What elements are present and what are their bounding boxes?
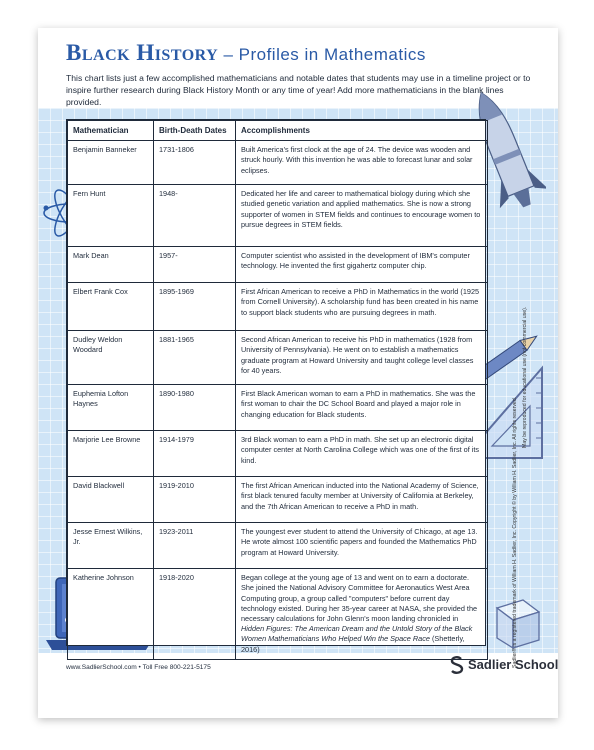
table-row xyxy=(68,569,488,660)
cell-accomplishments: Built America's first clock at the age of 24. The device was wooden and struck hourly. With this invention he was able to forecast lunar and solar eclipses. xyxy=(236,141,488,185)
column-header-mathematician: Mathematician xyxy=(68,121,154,141)
table-row xyxy=(68,247,488,283)
worksheet-page xyxy=(38,28,558,718)
cell-dates: 1914-1979 xyxy=(154,431,236,477)
cell-dates: 1919-2010 xyxy=(154,477,236,523)
table-row xyxy=(68,283,488,331)
book-title: Hidden Figures: The American Dream and the Untold Story of the Black Women Mathematicians Who Helped Win the Space Race xyxy=(241,624,473,644)
table-row xyxy=(68,385,488,431)
cell-dates: 1881-1965 xyxy=(154,331,236,385)
cell-accomplishments: Computer scientist who assisted in the development of IBM's computer technology. He invented the first gigahertz computer chip. xyxy=(236,247,488,283)
cell-accomplishments: 3rd Black woman to earn a PhD in math. She set up an electronic digital computer center at North Carolina College which was one of the first of its kind. xyxy=(236,431,488,477)
sadlier-logo-icon xyxy=(450,656,464,674)
cell-accomplishments: First African American to receive a PhD in Mathematics in the world (1925 from Cornell University). A scholarship fund has been created in his name to support black students who are pursuing degrees in math. xyxy=(236,283,488,331)
page-title xyxy=(66,40,426,66)
cell-dates: 1957- xyxy=(154,247,236,283)
cell-dates: 1890-1980 xyxy=(154,385,236,431)
cell-dates: 1918-2020 xyxy=(154,569,236,660)
cell-name: Elbert Frank Cox xyxy=(68,283,154,331)
accomplishment-tail: (Shetterly, 2016) xyxy=(241,634,465,654)
cell-name: David Blackwell xyxy=(68,477,154,523)
accomplishment-text: Began college at the young age of 13 and went on to earn a doctorate. She joined the National Advisory Committee for Aeronautics West Area Computing group, a group called "computers" before current day technology existed. During her 35-year career at NASA, she provided the necessary calculations for John Glenn's moon landing chronicled in xyxy=(241,573,478,624)
cell-name: Euphemia Lofton Haynes xyxy=(68,385,154,431)
cell-accomplishments: The youngest ever student to attend the University of Chicago, at age 13. He wrote almost 100 scientific papers and founded the Mathematics PhD program at Howard University. xyxy=(236,523,488,569)
table-row xyxy=(68,477,488,523)
cell-accomplishments: The first African American inducted into the National Academy of Science, first black tenured faculty member at University of California at Berkeley, and the 7th African American to receive a PhD in math. xyxy=(236,477,488,523)
mathematicians-table xyxy=(66,119,486,654)
cell-name: Fern Hunt xyxy=(68,185,154,247)
table-row xyxy=(68,141,488,185)
table-row xyxy=(68,523,488,569)
cell-name: Jesse Ernest Wilkins, Jr. xyxy=(68,523,154,569)
title-main: Black History xyxy=(66,40,219,65)
reproduction-note: May be reproduced for educational use (not commercial use). xyxy=(522,306,528,448)
table-row xyxy=(68,431,488,477)
footer-contact: www.SadlierSchool.com • Toll Free 800-221-5175 xyxy=(66,664,211,671)
cell-dates: 1923-2011 xyxy=(154,523,236,569)
intro-paragraph: This chart lists just a few accomplished mathematicians and notable dates that students may use in a timeline project or to inspire further research during Black History Month or any time of year! Add more mathematicians in the blank lines provided. xyxy=(66,73,531,107)
title-dash: – xyxy=(218,45,239,64)
column-header-accomplishments: Accomplishments xyxy=(236,121,488,141)
cell-name: Katherine Johnson xyxy=(68,569,154,660)
cell-name: Dudley Weldon Woodard xyxy=(68,331,154,385)
footer-brand: Sadlier School xyxy=(468,657,558,672)
table-row xyxy=(68,331,488,385)
cell-name: Marjorie Lee Browne xyxy=(68,431,154,477)
column-header-dates: Birth-Death Dates xyxy=(154,121,236,141)
cell-dates: 1948- xyxy=(154,185,236,247)
title-sub: Profiles in Mathematics xyxy=(238,45,426,64)
table-header-row xyxy=(68,121,488,141)
cell-name: Benjamin Banneker xyxy=(68,141,154,185)
cell-accomplishments xyxy=(236,569,488,660)
cell-dates: 1895-1969 xyxy=(154,283,236,331)
cell-name: Mark Dean xyxy=(68,247,154,283)
cell-dates: 1731-1806 xyxy=(154,141,236,185)
cell-accomplishments: Dedicated her life and career to mathematical biology during which she studied genetic variation and applied mathematics. She is now a strong supporter of women in STEM fields and continues to encourage women to pursue degrees in STEM fields. xyxy=(236,185,488,247)
cell-accomplishments: First Black American woman to earn a PhD in mathematics. She was the first woman to chair the DC School Board and played a major role in changing education for Black students. xyxy=(236,385,488,431)
copyright-note: Sadlier® is a registered trademark of William H. Sadlier, Inc. Copyright © by William H. Sadlier, Inc. All rights reserved. xyxy=(512,396,518,668)
table-row xyxy=(68,185,488,247)
cell-accomplishments: Second African American to receive his PhD in mathematics (1928 from University of Pennsylvania). He went on to establish a mathematics graduate program at Howard University and taught college level classes for 40 years. xyxy=(236,331,488,385)
